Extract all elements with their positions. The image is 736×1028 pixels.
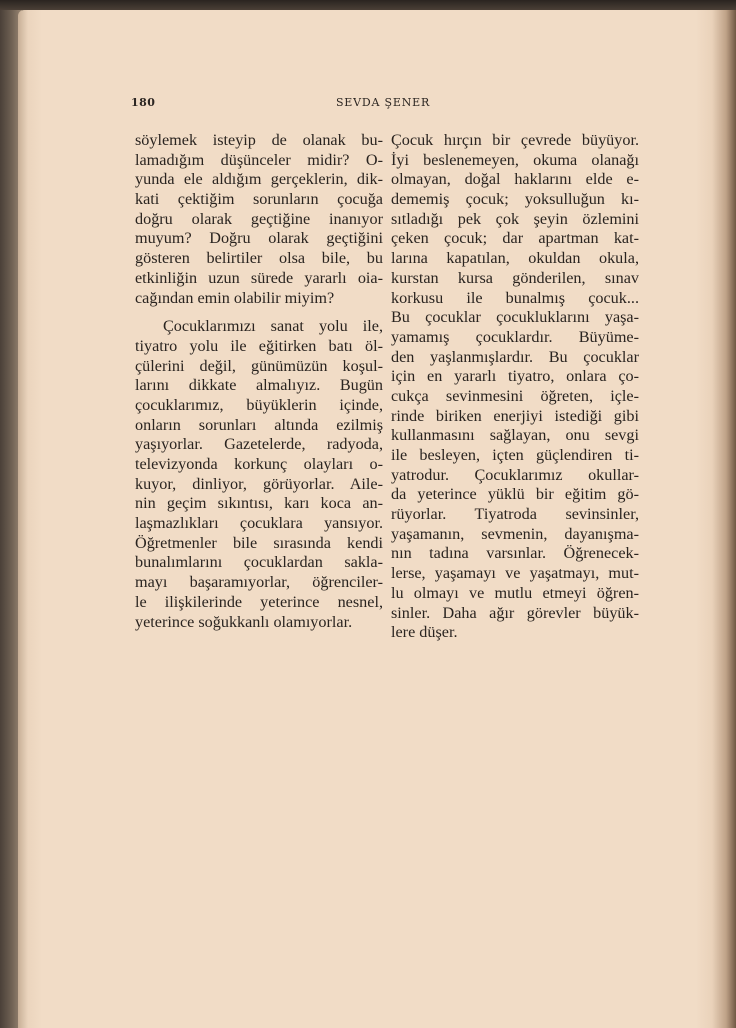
text-line: dememiş çocuk; yoksulluğun kı- [391, 190, 639, 209]
text-line: gösteren belirtiler olsa bile, bu [135, 249, 383, 268]
paragraph [391, 131, 639, 643]
text-line: yaşıyorlar. Gazetelerde, radyoda, [135, 435, 383, 454]
text-line: yeterince soğukkanlı olamıyorlar. [135, 612, 353, 631]
paragraph [135, 131, 383, 308]
paragraph-gap [135, 308, 383, 317]
text-line: Çocuklarımızı sanat yolu ile, [163, 317, 383, 336]
text-line: larını dikkate almalıyız. Bugün [135, 376, 383, 395]
text-line: çeken çocuk; dar apartman kat- [391, 229, 639, 248]
text-line: le ilişkilerinde yeterince nesnel, [135, 592, 383, 611]
text-line: Öğretmenler bile sırasında kendi [135, 533, 383, 552]
text-column-left [135, 131, 383, 632]
text-line: onların sorunları altında ezilmiş [135, 415, 383, 434]
text-line: nin geçim sıkıntısı, karı koca an- [135, 494, 383, 513]
text-line: için en yararlı tiyatro, onlara ço- [391, 367, 639, 386]
text-line: lamadığım düşünceler midir? O- [135, 150, 383, 169]
text-line: rinde biriken enerjiyi istediği gibi [391, 406, 639, 425]
text-line: lere düşer. [391, 623, 458, 642]
text-line: kuyor, dinliyor, görüyorlar. Aile- [135, 474, 383, 493]
text-line: den yaşlanmışlardır. Bu çocuklar [391, 347, 639, 366]
text-line: olmayan, doğal haklarını elde e- [391, 170, 639, 189]
text-line: doğru olarak geçtiğine inanıyor [135, 209, 383, 228]
text-line: tiyatro yolu ile eğitirken batı öl- [135, 336, 383, 355]
text-line: yamamış çocuklardır. Büyüme- [391, 327, 639, 346]
text-line: sinler. Daha ağır görevler büyük- [391, 603, 639, 622]
running-head-author: SEVDA ŞENER [335, 96, 431, 109]
text-line: kurstan kursa gönderilen, sınav [391, 268, 639, 287]
text-line: lu olmayı ve mutlu etmeyi öğren- [391, 583, 639, 602]
text-line: larına kapatılan, okuldan okula, [391, 249, 639, 268]
text-line: laşmazlıkları çocuklara yansıyor. [135, 514, 383, 533]
text-line: nın tadına varsınlar. Öğrenecek- [391, 544, 639, 563]
text-line: kullanmasını sağlayan, onu sevgi [391, 426, 639, 445]
text-line: da yeterince yüklü bir eğitim gö- [391, 485, 639, 504]
text-column-right [391, 131, 639, 643]
text-line: etkinliğin uzun sürede yararlı oia- [135, 268, 383, 287]
page-header [128, 96, 638, 112]
text-line: yatrodur. Çocuklarımız okullar- [391, 465, 639, 484]
text-line: çülerini değil, günümüzün koşul- [135, 356, 383, 375]
text-line: rüyorlar. Tiyatroda sevinsinler, [391, 505, 639, 524]
text-line: İyi beslenemeyen, okuma olanağı [391, 150, 639, 169]
text-line: yaşamanın, sevmenin, dayanışma- [391, 524, 639, 543]
text-line: muyum? Doğru olarak geçtiğini [135, 229, 383, 248]
text-line: televizyonda korkunç olayları o- [135, 455, 383, 473]
text-line: kati çektiğim sorunların çocuğa [135, 190, 383, 209]
text-line: Bu çocuklar çocukluklarını yaşa- [391, 308, 639, 327]
text-line: sıtladığı pek çok şeyin özlemini [391, 209, 639, 228]
paragraph [135, 317, 383, 632]
text-line: Çocuk hırçın bir çevrede büyüyor. [391, 131, 639, 149]
text-line: lerse, yaşamayı ve yaşatmayı, mut- [391, 564, 639, 583]
page-number: 180 [131, 96, 156, 109]
text-line: bunalımlarını çocuklardan sakla- [135, 553, 383, 572]
text-line: ile besleyen, içten güçlendiren ti- [391, 446, 639, 464]
text-line: cağından emin olabilir miyim? [135, 288, 335, 307]
text-line: cukça sevinmesini öğreten, içle- [391, 386, 639, 405]
text-line: söylemek isteyip de olanak bu- [135, 131, 383, 149]
text-line: yunda ele aldığım gerçeklerin, dik- [135, 170, 383, 189]
text-line: çocuklarımız, büyüklerin içinde, [135, 395, 383, 414]
text-line: mayı başaramıyorlar, öğrenciler- [135, 573, 383, 592]
text-line: korkusu ile bunalmış çocuk... [391, 288, 639, 307]
